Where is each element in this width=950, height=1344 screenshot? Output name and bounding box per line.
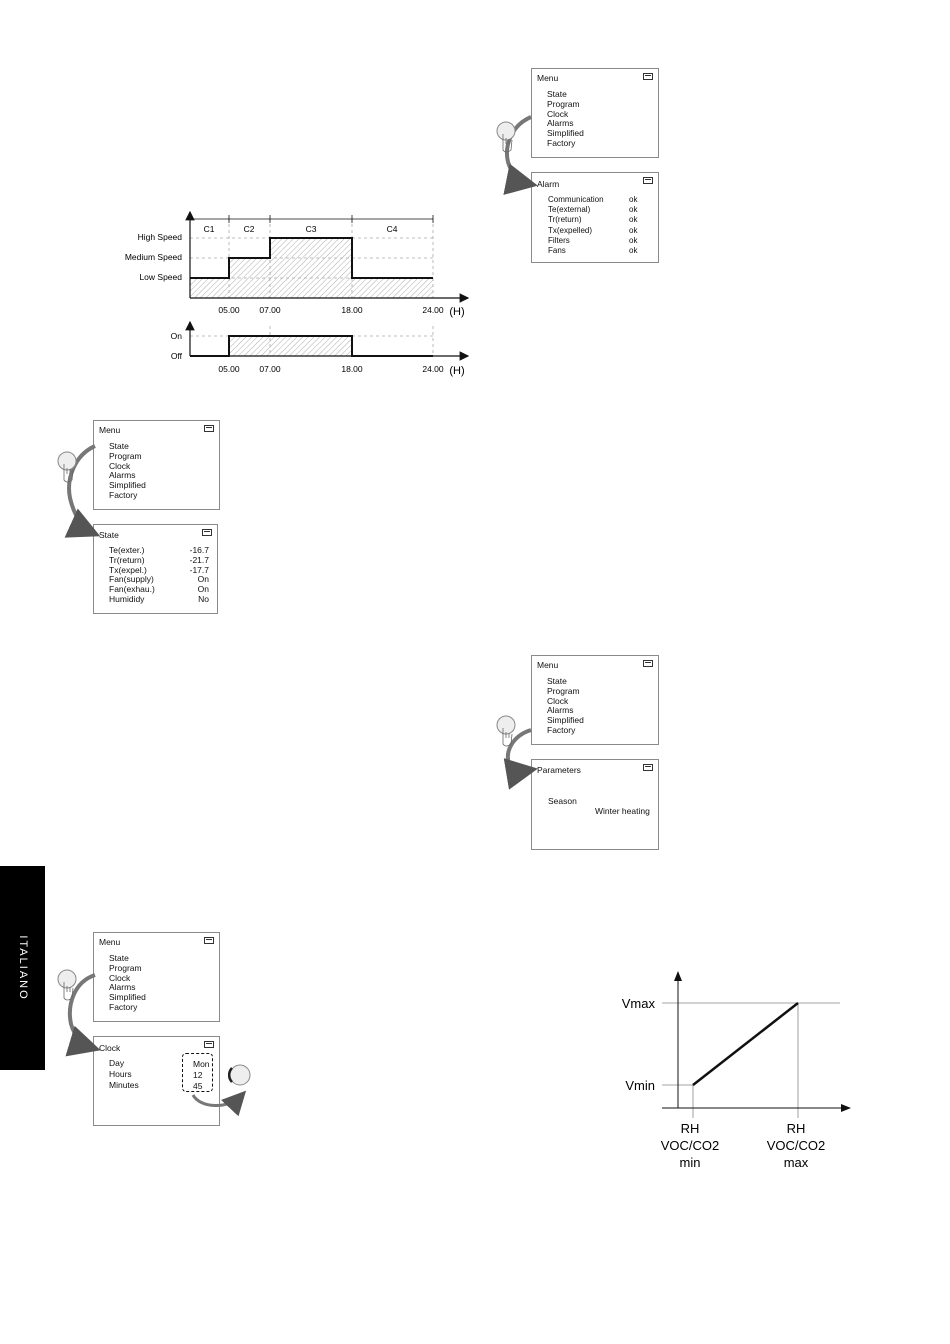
y-tick-vmin: Vmin xyxy=(625,1078,655,1093)
state-label: Te(exter.) xyxy=(109,545,145,555)
knob-icon xyxy=(228,1062,252,1090)
state-label: Fan(supply) xyxy=(109,574,154,585)
alarm-value: ok xyxy=(629,205,638,215)
x-unit: (H) xyxy=(449,306,465,318)
period-label: C3 xyxy=(305,224,317,234)
x-tick: 05.00 xyxy=(218,364,240,374)
season-label: Season xyxy=(548,796,577,806)
menu-item-clock[interactable]: Clock xyxy=(109,460,131,471)
window-icon xyxy=(202,529,212,536)
x-tick: 05.00 xyxy=(218,305,240,315)
clock-label: Hours xyxy=(109,1069,132,1079)
menu-screen xyxy=(531,655,659,745)
menu-item-simplified[interactable]: Simplified xyxy=(109,992,146,1003)
alarm-label: Fans xyxy=(548,245,566,255)
state-label: Humididy xyxy=(109,593,145,604)
menu-item-program[interactable]: Program xyxy=(109,450,142,461)
window-icon xyxy=(643,177,653,184)
state-label: Tr(return) xyxy=(109,554,145,565)
period-label: C2 xyxy=(243,224,255,234)
menu-item-simplified[interactable]: Simplified xyxy=(547,128,584,139)
window-icon xyxy=(643,73,653,80)
y-label-off: Off xyxy=(170,351,182,361)
clock-label: Day xyxy=(109,1058,125,1068)
screen-title: Menu xyxy=(99,937,121,947)
clock-value-minutes[interactable]: 45 xyxy=(193,1081,203,1091)
voc-speed-chart xyxy=(600,965,860,1180)
menu-item-clock[interactable]: Clock xyxy=(547,108,569,119)
menu-item-clock[interactable]: Clock xyxy=(109,972,131,983)
menu-item-alarms[interactable]: Alarms xyxy=(547,118,574,129)
menu-item-alarms[interactable]: Alarms xyxy=(547,705,574,716)
alarm-label: Tr(return) xyxy=(548,215,582,225)
x-tick: 07.00 xyxy=(259,364,281,374)
alarm-value: ok xyxy=(629,225,638,235)
chart-series-line xyxy=(693,1003,798,1085)
speed-hatched-area xyxy=(190,238,433,298)
x-tick: 24.00 xyxy=(422,364,444,374)
hand-pointer-icon xyxy=(494,120,518,156)
x-tick: 07.00 xyxy=(259,305,281,315)
menu-item-factory[interactable]: Factory xyxy=(547,724,576,735)
x-tick: 18.00 xyxy=(341,364,363,374)
y-tick-vmax: Vmax xyxy=(621,996,655,1011)
menu-screen xyxy=(93,420,220,510)
alarm-value: ok xyxy=(629,245,638,255)
state-label: Fan(exhau.) xyxy=(109,584,155,595)
onoff-hatched-area xyxy=(229,336,352,356)
hand-pointer-icon xyxy=(494,714,518,750)
x-unit: (H) xyxy=(449,365,465,377)
alarm-screen xyxy=(531,172,659,263)
alarm-label: Te(external) xyxy=(548,205,591,215)
parameters-screen xyxy=(531,759,659,850)
x-tick-max-line3: max xyxy=(783,1155,809,1170)
alarm-label: Communication xyxy=(548,195,604,204)
clock-value-day[interactable]: Mon xyxy=(193,1059,210,1069)
screen-title: Alarm xyxy=(537,179,560,189)
menu-item-simplified[interactable]: Simplified xyxy=(547,715,584,726)
schedule-chart xyxy=(120,205,480,385)
period-label: C4 xyxy=(386,224,398,234)
menu-item-program[interactable]: Program xyxy=(109,962,142,973)
state-value: -16.7 xyxy=(189,545,209,555)
alarm-label: Filters xyxy=(548,235,570,245)
state-value: On xyxy=(197,574,209,585)
menu-item-clock[interactable]: Clock xyxy=(547,695,569,706)
language-tab-label: ITALIANO xyxy=(16,935,29,1001)
season-value[interactable]: Winter heating xyxy=(595,806,650,816)
menu-item-alarms[interactable]: Alarms xyxy=(109,982,136,993)
screen-title: Menu xyxy=(99,425,121,435)
window-icon xyxy=(204,937,214,944)
x-tick-max-line2: VOC/CO2 xyxy=(766,1138,826,1153)
screen-title: Parameters xyxy=(537,765,581,775)
hand-pointer-icon xyxy=(55,450,79,486)
x-tick-min-line3: min xyxy=(679,1155,701,1170)
x-tick-max-line1: RH xyxy=(786,1121,806,1136)
x-tick-min-line1: RH xyxy=(680,1121,700,1136)
screen-title: Clock xyxy=(99,1043,121,1053)
menu-item-factory[interactable]: Factory xyxy=(547,137,576,148)
menu-screen xyxy=(531,68,659,158)
clock-label: Minutes xyxy=(109,1080,139,1090)
alarm-value: ok xyxy=(629,235,638,245)
menu-item-simplified[interactable]: Simplified xyxy=(109,480,146,491)
menu-item-factory[interactable]: Factory xyxy=(109,1001,138,1012)
window-icon xyxy=(204,1041,214,1048)
language-tab xyxy=(0,866,45,1070)
screen-title: Menu xyxy=(537,73,559,83)
menu-item-state[interactable]: State xyxy=(109,953,129,963)
alarm-value: ok xyxy=(629,215,638,225)
menu-item-factory[interactable]: Factory xyxy=(109,489,138,500)
y-label-low: Low Speed xyxy=(139,272,182,282)
x-tick: 24.00 xyxy=(422,305,444,315)
menu-item-program[interactable]: Program xyxy=(547,685,580,696)
clock-value-hours[interactable]: 12 xyxy=(193,1070,203,1080)
menu-item-program[interactable]: Program xyxy=(547,98,580,109)
window-icon xyxy=(204,425,214,432)
state-value: -17.7 xyxy=(189,564,209,575)
window-icon xyxy=(643,660,653,667)
x-tick: 18.00 xyxy=(341,305,363,315)
y-label-high: High Speed xyxy=(137,232,182,242)
state-value: On xyxy=(197,584,209,595)
period-label: C1 xyxy=(203,224,215,234)
menu-item-state[interactable]: State xyxy=(547,89,567,99)
alarm-label: Tx(expelled) xyxy=(548,225,593,235)
clock-screen xyxy=(93,1036,220,1126)
menu-item-alarms[interactable]: Alarms xyxy=(109,470,136,481)
state-screen xyxy=(93,524,218,614)
state-label: Tx(expel.) xyxy=(109,564,147,575)
window-icon xyxy=(643,764,653,771)
y-label-medium: Medium Speed xyxy=(124,252,182,262)
screen-title: Menu xyxy=(537,660,559,670)
alarm-value: ok xyxy=(629,195,638,204)
menu-item-state[interactable]: State xyxy=(109,441,129,451)
screen-title: State xyxy=(99,530,119,540)
menu-item-state[interactable]: State xyxy=(547,676,567,686)
hand-pointer-icon xyxy=(55,968,79,1004)
state-value: No xyxy=(198,593,209,604)
x-tick-min-line2: VOC/CO2 xyxy=(660,1138,720,1153)
state-value: -21.7 xyxy=(189,554,209,565)
menu-screen xyxy=(93,932,220,1022)
y-label-on: On xyxy=(170,331,182,341)
